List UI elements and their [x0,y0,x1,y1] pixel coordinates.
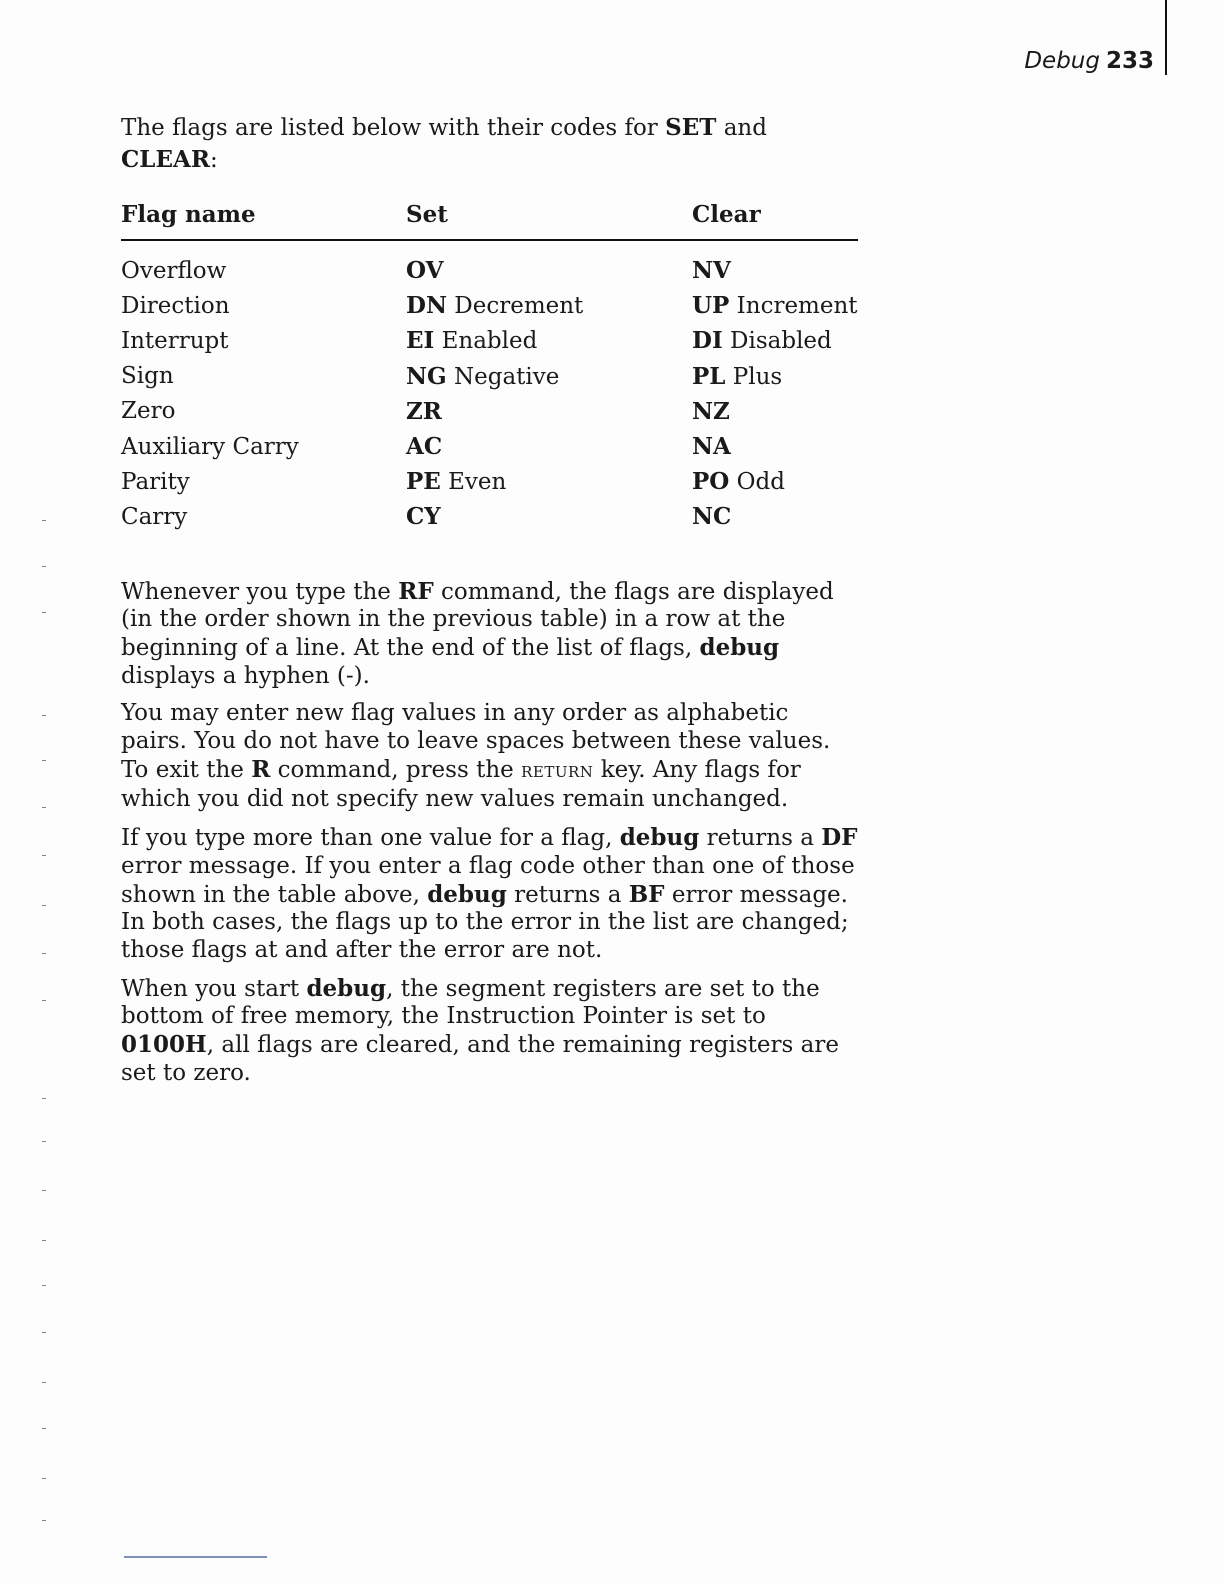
set-code: AC [406,433,443,461]
set-code: PE [406,468,441,496]
p3-debug-1: debug [619,824,700,852]
set-text: Decrement [446,293,584,320]
set-cell [406,240,692,288]
set-cell [406,464,692,499]
intro-text: The flags are listed below with their codes for [121,115,666,141]
p3-text-d: returns a [506,881,629,908]
set-cell [406,394,692,429]
set-cell [406,499,692,534]
clear-cell [692,429,858,464]
clear-cell [692,394,858,429]
table-row [121,323,858,358]
intro-set-word: SET [665,114,717,141]
clear-code: NC [692,503,732,531]
p1-text-b: command, the flags are displayed (in the order shown in the previous table) in a row at the beginning of a line. At the end of the list of flags, [121,578,834,661]
table-row [121,499,858,534]
column-header-flag-name: Flag name [121,201,406,240]
clear-code: UP [692,292,730,320]
intro-colon: : [209,147,218,173]
table-row [121,359,858,394]
intro-and: and [716,115,767,141]
p3-text-a: If you type more than one value for a flag, [121,825,620,852]
p1-text-c: displays a hyphen (-). [121,662,370,689]
table-row [121,464,858,499]
p3-debug-2: debug [427,880,507,908]
paragraph-enter-values [121,700,861,814]
p1-rf-command: RF [398,577,434,605]
clear-text: Plus [725,363,783,390]
p4-text-a: When you start [121,975,307,1002]
flag-name-cell: Direction [121,292,230,319]
set-cell [406,429,692,464]
clear-cell [692,464,858,499]
flag-name-cell: Carry [121,503,188,530]
flag-name-cell: Auxiliary Carry [121,433,299,460]
clear-cell [692,359,858,394]
p4-instruction-pointer-value: 0100H [121,1031,207,1059]
flags-table [121,201,858,535]
set-code: EI [406,327,435,355]
clear-cell [692,499,858,534]
clear-code: NZ [692,397,730,425]
p3-bf-error: BF [628,880,665,908]
clear-cell [692,240,858,288]
p3-text-b: returns a [699,825,822,852]
intro-sentence [121,112,861,176]
margin-scan-marks [42,520,48,1520]
header-vertical-rule [1165,0,1167,75]
table-header-row [121,201,858,240]
flag-name-cell: Overflow [121,257,227,284]
clear-text: Disabled [722,328,832,355]
clear-cell [692,323,858,358]
set-code: DN [406,292,447,320]
flag-name-cell: Interrupt [121,327,229,354]
set-cell [406,359,692,394]
p4-text-b: , the segment registers are set to the bottom of free memory, the Instruction Pointer is set to [121,975,820,1030]
clear-cell [692,288,858,323]
set-text: Negative [446,363,560,390]
set-code: OV [406,257,444,285]
set-text: Enabled [434,328,538,355]
set-cell [406,288,692,323]
set-text: Even [440,469,507,496]
page-body [121,112,861,1097]
running-header [1024,46,1158,76]
set-code: CY [406,503,441,531]
table-row [121,429,858,464]
flag-name-cell: Zero [121,398,176,425]
p1-debug: debug [699,633,780,661]
p2-return-key: RETURN [521,762,594,781]
paragraph-errors [121,824,861,965]
set-cell [406,323,692,358]
intro-clear-word: CLEAR [121,146,210,173]
body-text [121,578,861,1088]
flag-name-cell: Parity [121,468,190,495]
footer-rule [124,1556,267,1558]
clear-code: PL [692,362,726,390]
p2-text-a: You may enter new flag values in any order as alphabetic pairs. You do not have to leave spaces between these values. To exit the [121,700,831,783]
flag-name-cell: Sign [121,363,174,390]
p2-r-command: R [251,755,271,783]
p3-text-e: error message. In both cases, the flags up to the error in the list are changed; those flags at and after the error are not. [121,881,849,963]
set-code: ZR [406,397,442,425]
p3-df-error: DF [821,824,858,852]
clear-text: Odd [729,469,785,496]
p2-text-c: key. Any flags for which you did not specify new values remain unchanged. [121,756,801,813]
clear-code: PO [692,468,730,496]
running-header-section: Debug [1024,48,1100,74]
p3-text-c: error message. If you enter a flag code other than one of those shown in the table above, [121,852,855,908]
set-code: NG [406,362,447,390]
paragraph-start-debug [121,975,861,1088]
clear-code: NA [692,433,731,461]
column-header-clear: Clear [692,201,858,240]
paragraph-rf-display [121,578,861,691]
p4-debug: debug [306,974,387,1002]
table-row [121,394,858,429]
table-row [121,240,858,288]
p4-text-c: , all flags are cleared, and the remaining registers are set to zero. [121,1032,839,1086]
p2-text-b: command, press the [270,756,522,783]
clear-text: Increment [729,293,858,320]
table-row [121,288,858,323]
column-header-set: Set [406,201,692,240]
clear-code: NV [692,257,731,285]
clear-code: DI [692,327,723,355]
page-number: 233 [1105,48,1154,74]
p1-text-a: Whenever you type the [121,578,399,605]
